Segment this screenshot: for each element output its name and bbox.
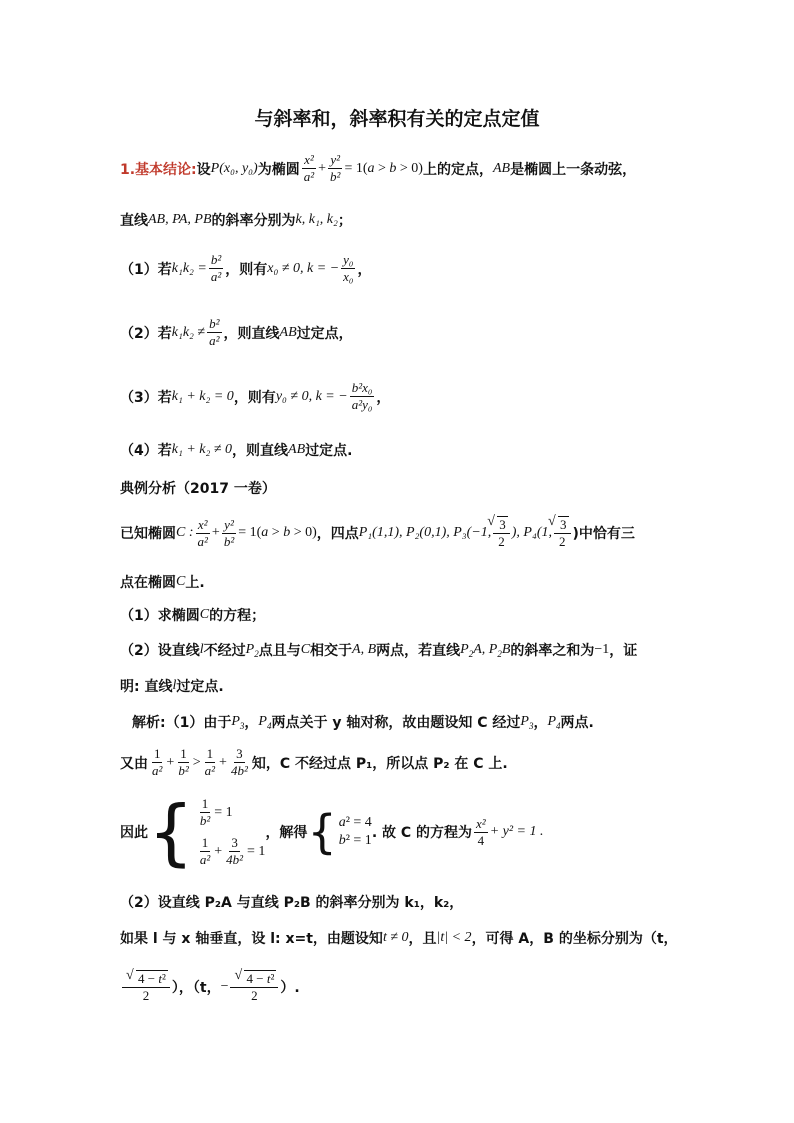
- example-heading: 典例分析（2017 一卷）: [120, 481, 276, 497]
- solution-line-1: 解析:（1）由于 $P_3$ ， $P_4$ 两点关于 y 轴对称，故由题设知 C 经过 $P_3$ ， $P_4$ 两点.: [132, 714, 594, 731]
- text: 又由: [120, 755, 148, 772]
- page-title: 与斜率和，斜率积有关的定点定值: [254, 108, 540, 130]
- text: ，证: [609, 643, 638, 659]
- text: 知，C 不经过点 P₁，所以点 P₂ 在 C 上.: [251, 755, 508, 772]
- fraction: $\frac{\text{b²}}{\text{a²}}$: [209, 316, 220, 348]
- question-2: （2）设直线 l 不经过 $P_2$ 点且与 C 相交于 A, B 两点，若直线 $P_2A$, $P_2B$ 的斜率之和为 −1 ，证: [120, 642, 638, 659]
- solution-line-6: √ $\frac{\text{4 − t²}}{2}$ ），（t， − √ $\frac{\text{4 − t²}}{2}$ ）.: [120, 970, 300, 1004]
- item-then: ，则直线: [223, 325, 280, 342]
- cond: t ≠ 0: [382, 930, 409, 945]
- point-p: P(x₀, y₀): [210, 160, 258, 176]
- question-1: （1）求椭圆 C 的方程；: [120, 607, 266, 624]
- fraction: √ $\frac{3}{2}$: [554, 516, 571, 550]
- item-2: [120, 316, 353, 349]
- text: + y² = 1 .: [489, 824, 544, 839]
- equation-system: $\frac{1}{\text{b²}}$ = 1 $\frac{1}{\text{a²}}$ + $\frac{3}{\text{4b²}}$ = 1: [199, 796, 266, 867]
- item-then: ，则直线: [232, 443, 289, 459]
- fraction: $\frac{3}{\text{4b²}}$: [230, 746, 248, 778]
- item-label: （1）若: [120, 261, 172, 278]
- fraction: $\frac{\text{y²}}{\text{b²}}$: [223, 516, 235, 549]
- text: 是椭圆上一条动弦，: [510, 161, 637, 178]
- fraction: $\frac{1}{\text{a²}}$: [152, 746, 163, 778]
- text: 两点关于 y 轴对称，故由题设知 C 经过: [271, 715, 521, 731]
- text: （1）求椭圆: [120, 608, 200, 624]
- text: 上的定点，: [422, 161, 493, 178]
- point-p4: ), P₄(1,: [511, 525, 553, 540]
- text: 不经过: [203, 643, 246, 659]
- slopes: k, k₁, k₂: [295, 212, 338, 227]
- text: 为椭圆: [257, 161, 300, 178]
- text: 过定点.: [176, 679, 224, 695]
- text: 的斜率分别为: [211, 213, 296, 229]
- fraction: √ $\frac{\text{4 − t²}}{2}$: [122, 970, 170, 1004]
- item-res: AB: [288, 442, 306, 457]
- points: P₁(1,1), P₂(0,1), P₃(−1,: [358, 525, 492, 540]
- text: ；: [337, 213, 352, 229]
- text: . 故 C 的方程为: [371, 825, 473, 841]
- item-cond: k₁k₂ =: [171, 260, 207, 276]
- text: 直线: [120, 213, 148, 229]
- item-4: [120, 440, 352, 460]
- text: 两点.: [560, 715, 594, 731]
- item-tail: 过定点.: [305, 443, 353, 459]
- fraction: √ $\frac{\text{4 − t²}}{2}$: [230, 970, 278, 1004]
- fraction: $\frac{\text{b²}}{\text{a²}}$: [210, 252, 222, 284]
- fraction: $\frac{1}{\text{b²}}$: [178, 746, 189, 778]
- item-res: y₀ ≠ 0, k = −: [275, 388, 348, 404]
- cond: |t| < 2: [436, 930, 472, 945]
- item-res: x₀ ≠ 0, k = −: [267, 260, 340, 276]
- item-label: （3）若: [120, 389, 172, 406]
- text: 已知椭圆: [120, 526, 176, 542]
- fraction: $\frac{\text{b²x₀}}{\text{a²y₀}}$: [351, 380, 373, 412]
- item-res: AB: [279, 324, 297, 340]
- text: 因此: [120, 825, 148, 841]
- text: ，四点: [316, 526, 359, 542]
- chord-ab: AB: [492, 160, 511, 176]
- text: ）.: [280, 980, 300, 996]
- text: 点在椭圆: [120, 575, 176, 591]
- conclusion-line-2: [120, 210, 352, 230]
- fraction: $\frac{\text{x²}}{\text{a²}}$: [197, 516, 208, 549]
- text: 的方程；: [209, 608, 266, 624]
- text: ，解得: [265, 825, 308, 841]
- item-then: ，则有: [233, 389, 276, 406]
- fraction: $\frac{\text{x²}}{\text{a²}}$: [303, 152, 315, 184]
- fraction: $\frac{\text{y²}}{\text{b²}}$: [330, 152, 341, 184]
- fraction: $\frac{1}{\text{a²}}$: [204, 746, 216, 778]
- text: 上.: [185, 575, 205, 591]
- text: ，: [533, 715, 548, 731]
- section-label: 1.基本结论:: [120, 161, 197, 178]
- text: ，且: [408, 931, 437, 947]
- conclusion-line-1: 1.基本结论: 设 P(x₀, y₀) 为椭圆 $\frac{\text{x²}}{\text{a²}}$ + $\frac{\text{y²}}{\text{b²}}$ = 1(a > b > 0) 上的定点， AB 是椭圆上一条动弦，: [120, 152, 637, 184]
- solution-line-2: 又由 $\frac{1}{\text{a²}}$ + $\frac{1}{\text{b²}}$ > $\frac{1}{\text{a²}}$ + $\frac{3}{\text{4b²}}$ 知，C 不经过点 P₁，所以点 P₂ 在 C 上.: [120, 746, 508, 778]
- item-then: ，则有: [225, 261, 268, 278]
- text: 两点，若直线: [376, 643, 461, 659]
- item-tail: ，: [357, 261, 372, 278]
- solution-line-4: （2）设直线 P₂A 与直线 P₂B 的斜率分别为 k₁，k₂，: [120, 895, 464, 911]
- solution-line-3: 因此 { $\frac{1}{\text{b²}}$ = 1 $\frac{1}{\text{a²}}$ + $\frac{3}{\text{4b²}}$ = 1 ，解得 { a² = 4 b² = 1 . 故 C 的方程为 $\frac{\text{x²}}{4}$ + y² = 1 .: [120, 790, 544, 874]
- item-1: [120, 252, 371, 285]
- item-cond: k₁ + k₂ ≠ 0: [171, 442, 233, 457]
- text: )中恰有三: [572, 526, 635, 542]
- text: 的斜率之和为: [510, 643, 595, 659]
- fraction: $\frac{\text{x²}}{4}$: [476, 815, 486, 848]
- text: （2）设直线: [120, 643, 200, 659]
- text: 如果 l 与 x 轴垂直，设 l: x=t，由题设知: [120, 931, 383, 947]
- item-tail: 过定点，: [296, 325, 353, 342]
- example-line-1: 已知椭圆 C : $\frac{\text{x²}}{\text{a²}}$ + $\frac{\text{y²}}{\text{b²}}$ = 1(a > b > 0) ，四点 P₁(1,1), P₂(0,1), P₃(−1, √ $\frac{3}{2}$ ), P₄(1, √ $\frac{3}{2}$ )中恰有三: [120, 516, 635, 550]
- item-cond: k₁ + k₂ = 0: [171, 388, 234, 404]
- lines: AB, PA, PB: [148, 212, 212, 227]
- text: ），（t，: [171, 980, 221, 996]
- item-3: [120, 380, 390, 413]
- fraction: √ $\frac{3}{2}$: [493, 516, 510, 550]
- text: 点且与: [258, 643, 301, 659]
- example-line-2: 点在椭圆 C 上.: [120, 574, 205, 591]
- item-cond: k₁k₂ ≠: [171, 324, 206, 340]
- ellipse-c: C :: [176, 525, 194, 540]
- item-tail: ，: [376, 389, 391, 406]
- item-label: （2）若: [120, 325, 172, 342]
- text: 解析:（1）由于: [132, 715, 232, 731]
- item-label: （4）若: [120, 443, 172, 459]
- text: ，: [244, 715, 259, 731]
- text: 相交于: [310, 643, 353, 659]
- text: ，可得 A，B 的坐标分别为（t，: [471, 931, 678, 947]
- solution-line-5: [120, 928, 678, 948]
- text: 明: 直线: [120, 679, 173, 695]
- text: 设: [196, 161, 211, 178]
- fraction: $\frac{\text{y₀}}{\text{x₀}}$: [343, 252, 354, 284]
- solution-system: a² = 4 b² = 1: [338, 815, 372, 848]
- question-2-cont: 明: 直线 l 过定点.: [120, 678, 224, 695]
